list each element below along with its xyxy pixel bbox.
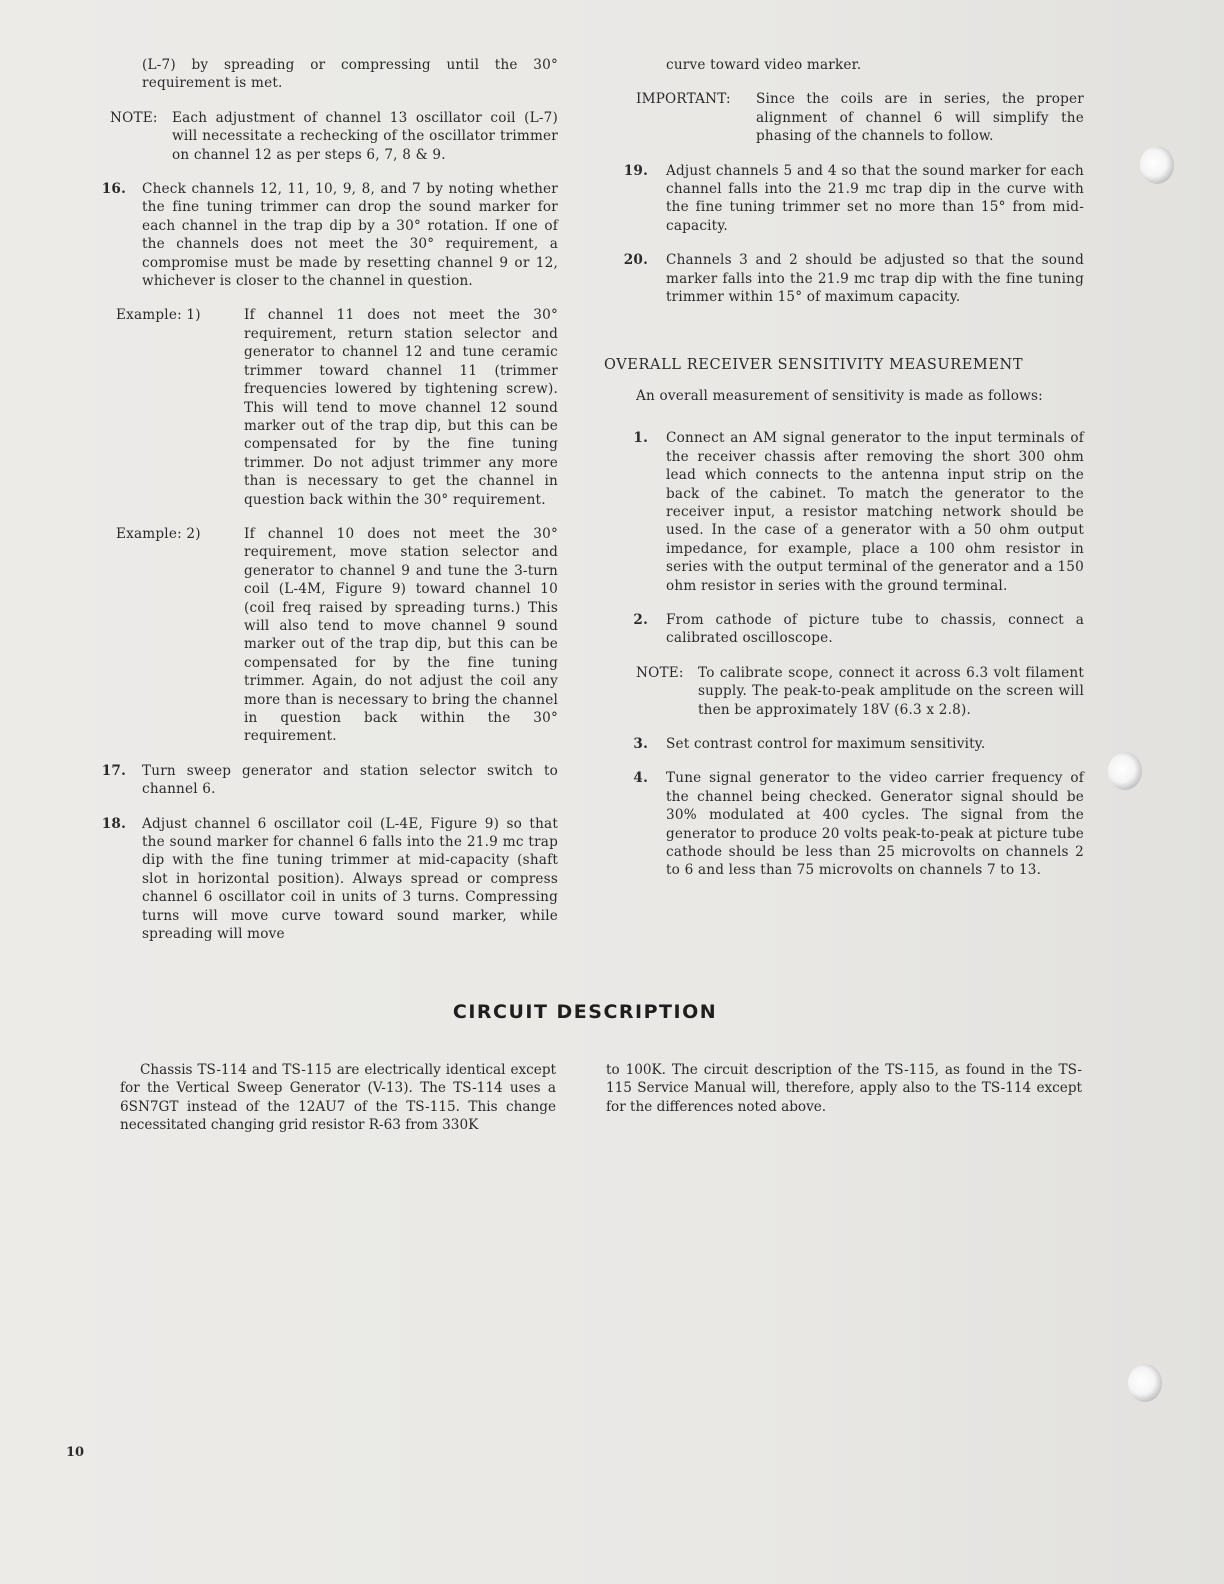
- circuit-description-left: Chassis TS-114 and TS-115 are electrically identical except for the Vertical Sweep Generator (V-13). The TS-114 uses a 6SN7GT instead of the 12AU7 of the TS-115. This change necessitated changing grid resistor R-63 from 330K: [120, 1062, 556, 1134]
- step-17: [100, 762, 558, 799]
- page-number: 10: [66, 1445, 85, 1460]
- note-text: To calibrate scope, connect it across 6.3 volt filament supply. The peak-to-peak amplitude on the screen will then be approximately 18V (6.3 x 2.8).: [698, 664, 1084, 718]
- measurement-step-1: [604, 429, 1084, 595]
- circuit-description-right: to 100K. The circuit description of the TS-115, as found in the TS-115 Service Manual will, therefore, apply also to the TS-114 except for the differences noted above.: [606, 1062, 1082, 1115]
- step-number: 17.: [101, 762, 126, 779]
- step-text: Tune signal generator to the video carrier frequency of the channel being checked. Generator signal should be 30% modulated at 400 cycles. The signal from the generator to produce 20 volts peak-to-peak at picture tube cathode should be less than 25 microvolts on channels 2 to 6 and less than 75 microvolts on channels 7 to 13.: [666, 770, 1084, 879]
- example-2: [100, 525, 558, 746]
- intro-paragraph: An overall measurement of sensitivity is made as follows:: [636, 387, 1043, 404]
- step-18-continuation: curve toward video marker.: [666, 57, 862, 73]
- step-19: [604, 162, 1084, 236]
- section-heading: OVERALL RECEIVER SENSITIVITY MEASUREMENT: [604, 357, 1024, 374]
- measurement-step-2: [604, 611, 1084, 648]
- note-text: Each adjustment of channel 13 oscillator coil (L-7) will necessitate a rechecking of the oscillator trimmer on channel 12 as per steps 6, 7, 8 & 9.: [172, 109, 558, 163]
- step-number: 3.: [633, 735, 648, 752]
- step-text: Adjust channel 6 oscillator coil (L-4E, Figure 9) so that the sound marker for channel 6 falls into the 21.9 mc trap dip with the fine tuning trimmer at mid-capacity (shaft slot in horizontal position). Always spread or compress channel 6 oscillator coil in units of 3 turns. Compressing turns will move curve toward sound marker, while spreading will move: [142, 815, 558, 943]
- binder-hole: [1140, 146, 1174, 184]
- step-number: 16.: [101, 181, 126, 198]
- important-text: Since the coils are in series, the proper alignment of channel 6 will simplify the phasing of the channels to follow.: [756, 91, 1084, 145]
- step-text: Turn sweep generator and station selector switch to channel 6.: [142, 762, 558, 798]
- note-label: NOTE:: [110, 109, 158, 126]
- step-number: 1.: [633, 430, 648, 447]
- step-number: 19.: [623, 162, 648, 179]
- important-label: IMPORTANT:: [636, 91, 731, 108]
- binder-hole: [1108, 752, 1142, 790]
- example-label: Example: 2): [116, 525, 201, 542]
- note-rechecking: [100, 109, 558, 164]
- step-text: From cathode of picture tube to chassis, connect a calibrated oscilloscope.: [666, 611, 1084, 647]
- step-number: 18.: [101, 815, 126, 832]
- step-15-continuation: (L-7) by spreading or compressing until the 30° requirement is met.: [142, 57, 558, 92]
- example-label: Example: 1): [116, 307, 201, 324]
- step-text: Connect an AM signal generator to the input terminals of the receiver chassis after removing the short 300 ohm lead which connects to the antenna input strip on the back of the cabinet. To match the generator to the receiver input, a resistor matching network should be used. In the case of a generator with a 50 ohm output impedance, for example, place a 100 ohm resistor in series with the output terminal of the generator and a 150 ohm resistor in series with the ground terminal.: [666, 430, 1084, 594]
- right-column: [604, 56, 1084, 896]
- step-number: 20.: [623, 252, 648, 269]
- example-text: If channel 10 does not meet the 30° requirement, move station selector and generator to channel 9 and tune the 3-turn coil (L-4M, Figure 9) toward channel 10 (coil freq raised by spreading turns.) This will also tend to move channel 9 sound marker out of the trap dip, but this can be compensated for by the fine tuning trimmer. Again, do not adjust the coil any more than is necessary to bring the channel in question back within the 30° requirement.: [244, 525, 558, 745]
- step-number: 4.: [633, 770, 648, 787]
- step-number: 2.: [633, 611, 648, 628]
- measurement-step-4: [604, 769, 1084, 879]
- step-18: [100, 815, 558, 944]
- note-label: NOTE:: [636, 664, 684, 681]
- step-text: Adjust channels 5 and 4 so that the sound marker for each channel falls into the 21.9 mc trap dip in the curve with the fine tuning trimmer set no more than 15° from mid-capacity.: [666, 162, 1084, 234]
- example-1: [100, 306, 558, 508]
- circuit-description-title: CIRCUIT DESCRIPTION: [452, 1001, 718, 1023]
- note-calibrate: [604, 664, 1084, 719]
- left-column: [100, 56, 558, 959]
- important-note: [604, 90, 1084, 145]
- example-text: If channel 11 does not meet the 30° requirement, return station selector and generator to channel 12 and tune ceramic trimmer toward channel 11 (trimmer frequencies lowered by tightening screw). This will tend to move channel 12 sound marker out of the trap dip, but this can be compensated for by the fine tuning trimmer. Do not adjust trimmer any more than is necessary to get the channel in question back within the 30° requirement.: [244, 307, 558, 508]
- step-16: [100, 180, 558, 290]
- step-text: Set contrast control for maximum sensitivity.: [666, 735, 986, 752]
- step-20: [604, 251, 1084, 306]
- step-text: Check channels 12, 11, 10, 9, 8, and 7 by noting whether the fine tuning trimmer can drop the sound marker for each channel in the trap dip by a 30° rotation. If one of the channels does not meet the 30° requirement, a compromise must be made by resetting channel 9 or 12, whichever is closer to the channel in question.: [142, 181, 558, 290]
- step-text: Channels 3 and 2 should be adjusted so that the sound marker falls into the 21.9 mc trap dip with the fine tuning trimmer within 15° of maximum capacity.: [666, 252, 1084, 306]
- binder-hole: [1128, 1364, 1162, 1402]
- measurement-step-3: [604, 735, 1084, 753]
